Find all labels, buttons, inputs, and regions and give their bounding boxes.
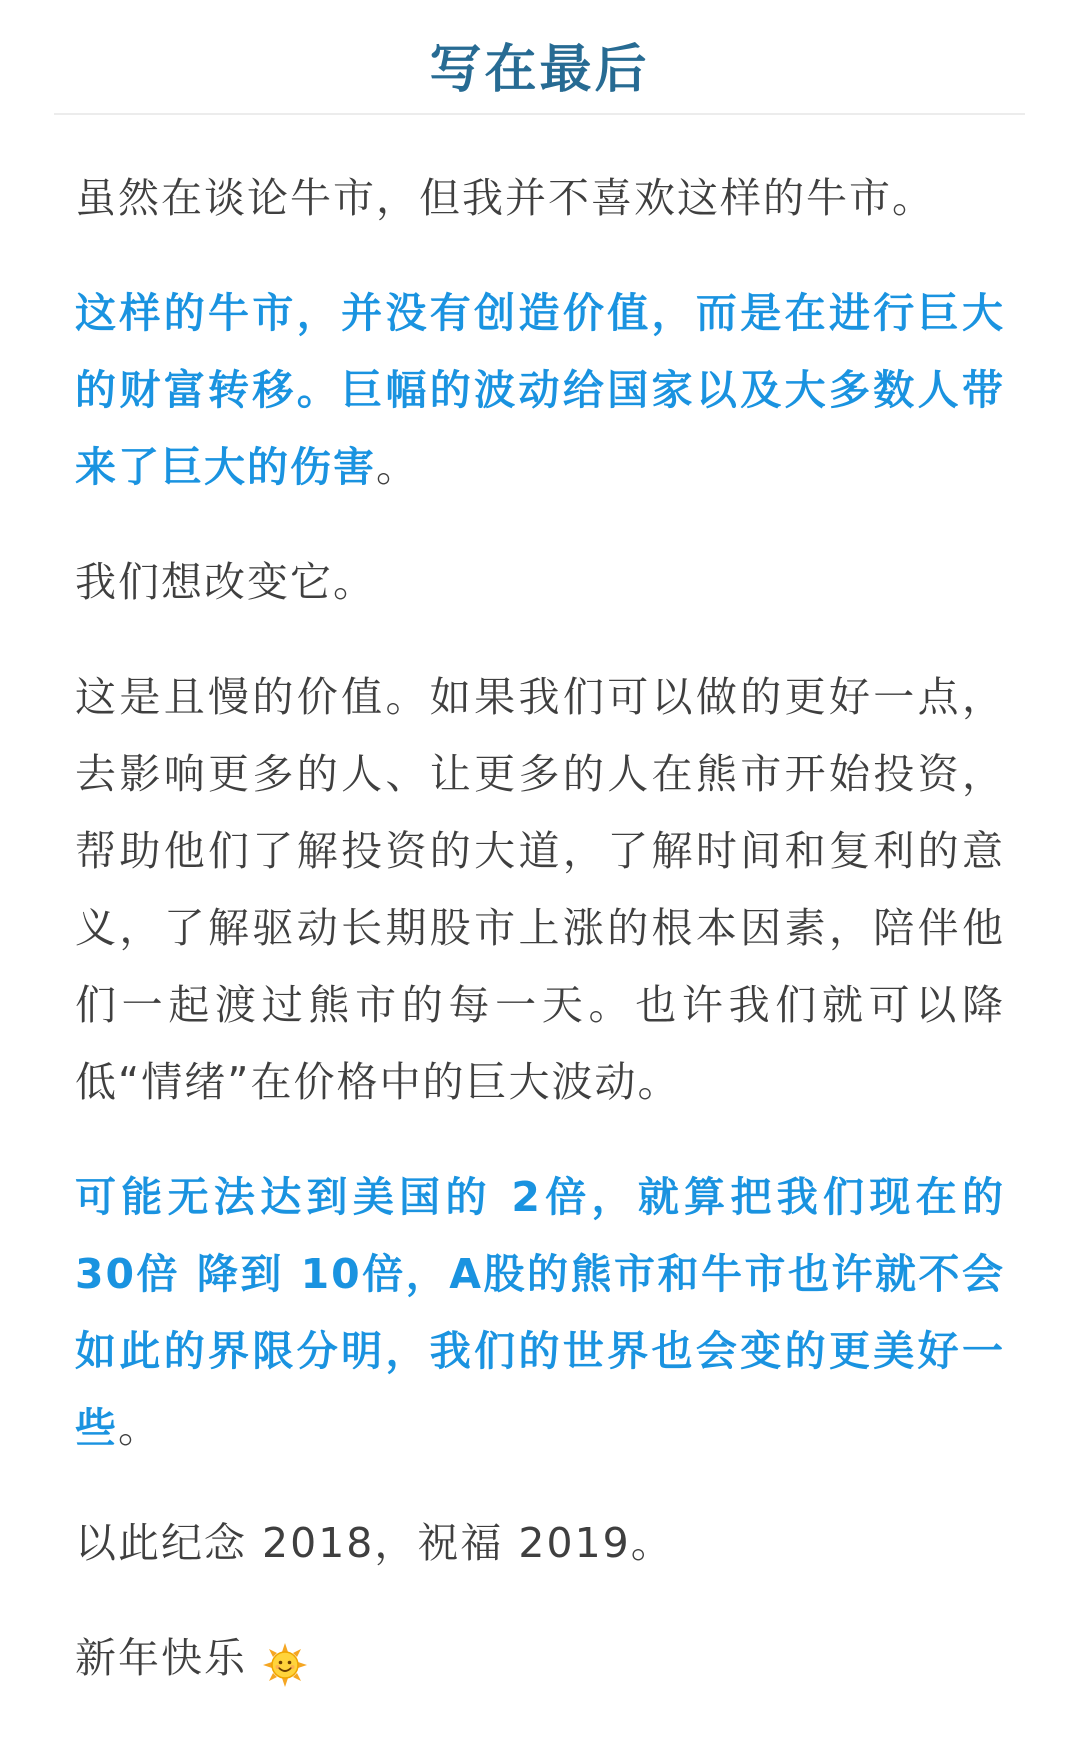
heading-divider <box>54 113 1025 115</box>
paragraph-change-it: 我们想改变它。 <box>75 558 376 606</box>
highlight-text: 可能无法达到美国的 2倍，就算把我们现在的 30倍 降到 10倍，A股的熊市和牛市也许就不会如此的界限分明，我们的世界也会变的更美好一些 <box>75 1173 1005 1452</box>
article-body <box>75 160 1005 1697</box>
paragraph-value: 这是且慢的价值。如果我们可以做的更好一点，去影响更多的人、让更多的人在熊市开始投资，帮助他们了解投资的大道，了解时间和复利的意义，了解驱动长期股市上涨的根本因素，陪伴他们一起渡过熊市的每一天。也许我们就可以降低“情绪”在价格中的巨大波动。 <box>75 673 1005 1106</box>
sentence-end: 。 <box>118 1404 161 1452</box>
article-heading: 写在最后 <box>429 40 650 100</box>
paragraph-new-year <box>75 1620 1005 1697</box>
new-year-text: 新年快乐 <box>75 1634 247 1682</box>
paragraph-commemorate: 以此纪念 2018，祝福 2019。 <box>75 1519 674 1567</box>
highlight-text: 这样的牛市，并没有创造价值，而是在进行巨大的财富转移。巨幅的波动给国家以及大多数人带来了巨大的伤害 <box>75 289 1005 491</box>
paragraph-intro: 虽然在谈论牛市，但我并不喜欢这样的牛市。 <box>75 174 935 222</box>
sun-with-face-icon <box>263 1635 307 1679</box>
paragraph-highlight-wealth-transfer <box>75 275 1005 506</box>
sentence-end: 。 <box>376 443 419 491</box>
paragraph-highlight-ratio <box>75 1159 1005 1467</box>
